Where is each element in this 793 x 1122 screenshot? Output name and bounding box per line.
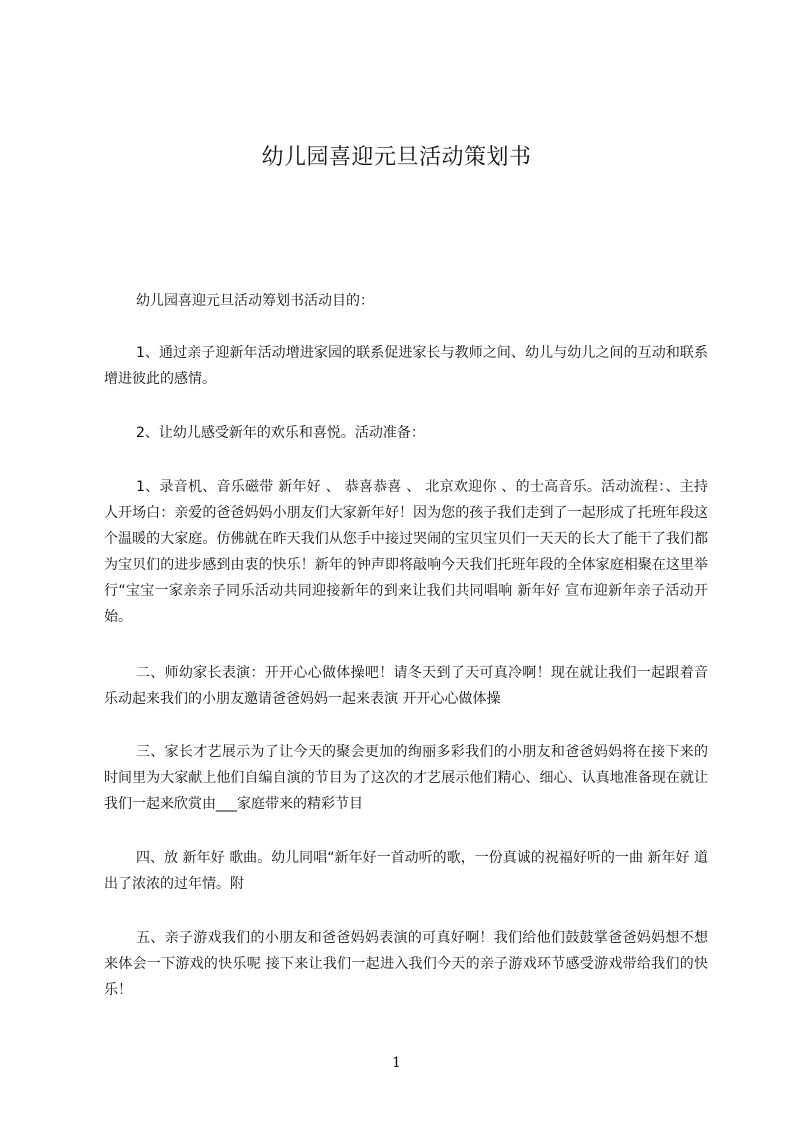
paragraph-section-2: 二、师幼家长表演：开开心心做体操吧！请冬天到了天可真冷啊！现在就让我们一起跟着音乐动起来我们的小朋友邀请爸爸妈妈一起来表演 开开心心做体操	[104, 665, 708, 707]
paragraph-preparation-flow: 1、录音机、音乐磁带 新年好 、 恭喜恭喜 、 北京欢迎你 、的士高音乐。活动流程：、主持人开场白：亲爱的爸爸妈妈小朋友们大家新年好！因为您的孩子我们走到了一起形成了托班年段这个温暖的大家庭。仿佛就在昨天我们从您手中接过哭闹的宝贝宝贝们一天天的长大了能干了我们都为宝贝们的进步感到由衷的快乐！新年的钟声即将敲响今天我们托班年段的全体家庭相聚在这里举行“宝宝一家亲亲子同乐活动共同迎接新年的到来让我们共同唱响 新年好 宣布迎新年亲子活动开始。	[104, 479, 708, 625]
paragraph-section-5: 五、亲子游戏我们的小朋友和爸爸妈妈表演的可真好啊！我们给他们鼓鼓掌爸爸妈妈想不想来体会一下游戏的快乐呢 接下来让我们一起进入我们今天的亲子游戏环节感受游戏带给我们的快乐！	[104, 930, 708, 998]
paragraph-section-3: 三、家长才艺展示为了让今天的聚会更加的绚丽多彩我们的小朋友和爸爸妈妈将在接下来的时间里为大家献上他们自编自演的节目为了这次的才艺展示他们精心、细心、认真地准备现在就让我们一起来欣赏由___家庭带来的精彩节目	[104, 744, 708, 812]
page-number: 1	[392, 1055, 401, 1071]
document-title: 幼儿园喜迎元旦活动策划书	[261, 145, 532, 170]
paragraph-purpose-1: 1、通过亲子迎新年活动增进家园的联系促进家长与教师之间、幼儿与幼儿之间的互动和联系增进彼此的感情。	[104, 345, 708, 387]
paragraph-purpose-2: 2、让幼儿感受新年的欢乐和喜悦。活动准备：	[136, 425, 425, 441]
paragraph-section-4: 四、放 新年好 歌曲。幼儿同唱“新年好一首动听的歌，一份真诚的祝福好听的一曲 新年好 道出了浓浓的过年情。附	[104, 850, 708, 892]
paragraph-purpose-heading: 幼儿园喜迎元旦活动筹划书活动目的：	[136, 293, 374, 309]
